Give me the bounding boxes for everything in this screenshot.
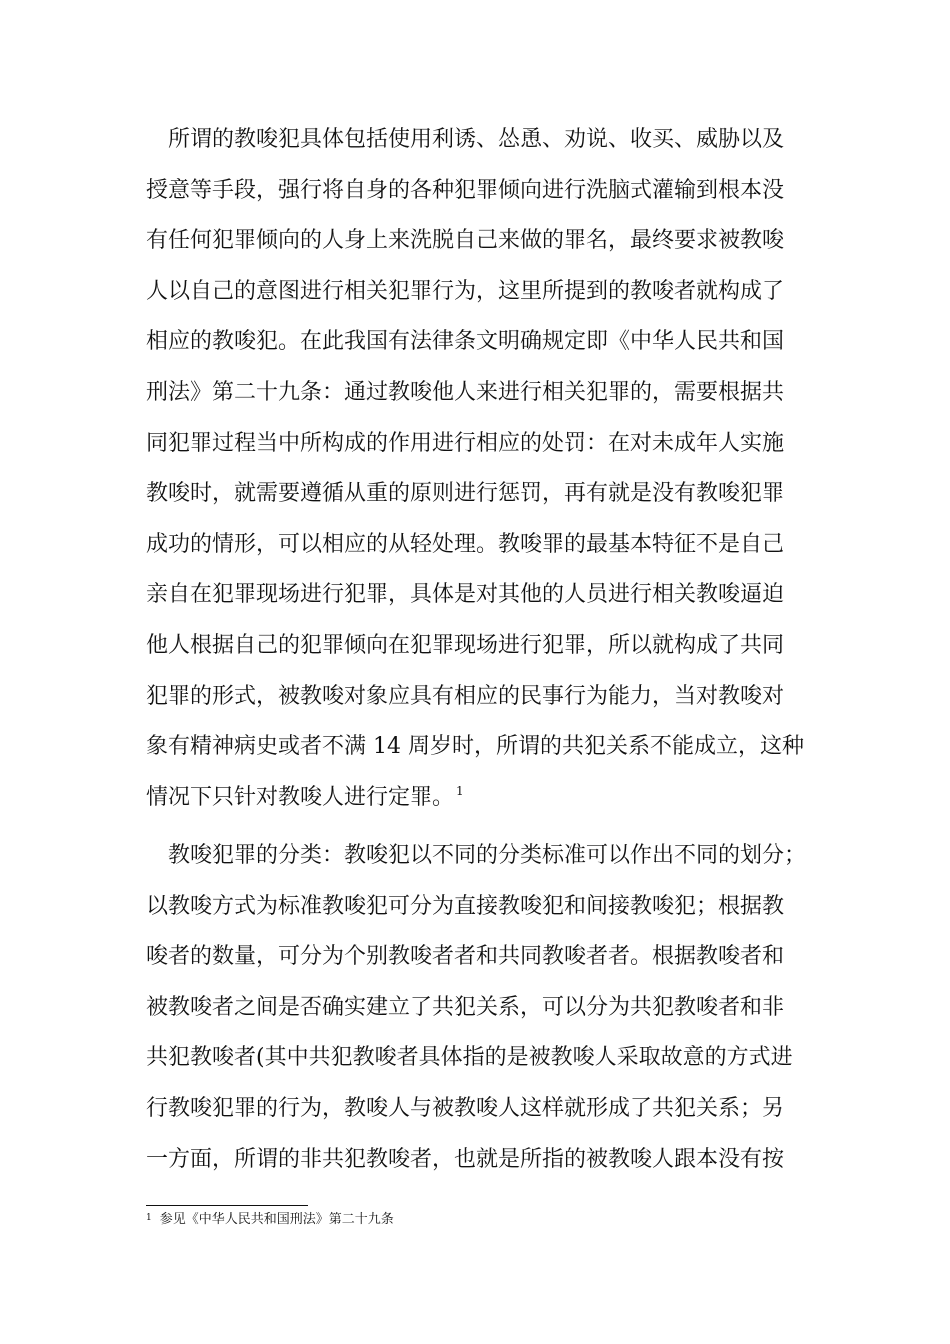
text-line-last xyxy=(146,773,818,824)
text-line: 相应的教唆犯。在此我国有法律条文明确规定即《中华人民共和国 xyxy=(146,329,785,355)
text-line: 授意等手段，强行将自身的各种犯罪倾向进行洗脑式灌输到根本没 xyxy=(146,177,785,203)
text-line: 人以自己的意图进行相关犯罪行为，这里所提到的教唆者就构成了 xyxy=(146,278,785,304)
text-line: 一方面，所谓的非共犯教唆者，也就是所指的被教唆人跟本没有按 xyxy=(146,1146,785,1172)
text-line: 亲自在犯罪现场进行犯罪，具体是对其他的人员进行相关教唆逼迫 xyxy=(146,582,785,608)
text-line: 他人根据自己的犯罪倾向在犯罪现场进行犯罪，所以就构成了共同 xyxy=(146,632,785,658)
paragraph-instigator-classification xyxy=(146,831,818,1185)
text-line: 象有精神病史或者不满 14 周岁时，所谓的共犯关系不能成立，这种 xyxy=(146,734,804,760)
text-line-content: 情况下只针对教唆人进行定罪。 xyxy=(146,784,455,810)
text-line: 犯罪的形式，被教唆对象应具有相应的民事行为能力，当对教唆对 xyxy=(146,683,785,709)
text-line: 唆者的数量，可分为个别教唆者者和共同教唆者者。根据教唆者和 xyxy=(146,944,785,970)
paragraph-instigator-definition xyxy=(146,115,818,823)
text-line: 同犯罪过程当中所构成的作用进行相应的处罚：在对未成年人实施 xyxy=(146,430,785,456)
footnote-separator xyxy=(146,1205,308,1206)
footnote-reference[interactable]: 1 xyxy=(456,783,464,798)
text-line: 成功的情形，可以相应的从轻处理。教唆罪的最基本特征不是自己 xyxy=(146,531,785,557)
footnote-mark: 1 xyxy=(146,1213,152,1223)
footnote-text: 参见《中华人民共和国刑法》第二十九条 xyxy=(159,1212,394,1227)
text-line: 教唆犯罪的分类：教唆犯以不同的分类标准可以作出不同的划分； xyxy=(146,843,807,868)
text-line: 刑法》第二十九条：通过教唆他人来进行相关犯罪的，需要根据共 xyxy=(146,379,785,405)
text-line: 教唆时，就需要遵循从重的原则进行惩罚，再有就是没有教唆犯罪 xyxy=(146,481,785,507)
text-line: 共犯教唆者(其中共犯教唆者具体指的是被教唆人采取故意的方式进 xyxy=(146,1045,793,1071)
text-line: 以教唆方式为标准教唆犯可分为直接教唆犯和间接教唆犯；根据教 xyxy=(146,893,785,919)
footnote xyxy=(146,1210,394,1230)
text-line: 行教唆犯罪的行为，教唆人与被教唆人这样就形成了共犯关系；另 xyxy=(146,1095,785,1121)
text-line: 被教唆者之间是否确实建立了共犯关系，可以分为共犯教唆者和非 xyxy=(146,994,785,1020)
text-line: 所谓的教唆犯具体包括使用利诱、怂恿、劝说、收买、威胁以及 xyxy=(146,127,785,152)
text-line: 有任何犯罪倾向的人身上来洗脱自己来做的罪名，最终要求被教唆 xyxy=(146,228,785,254)
